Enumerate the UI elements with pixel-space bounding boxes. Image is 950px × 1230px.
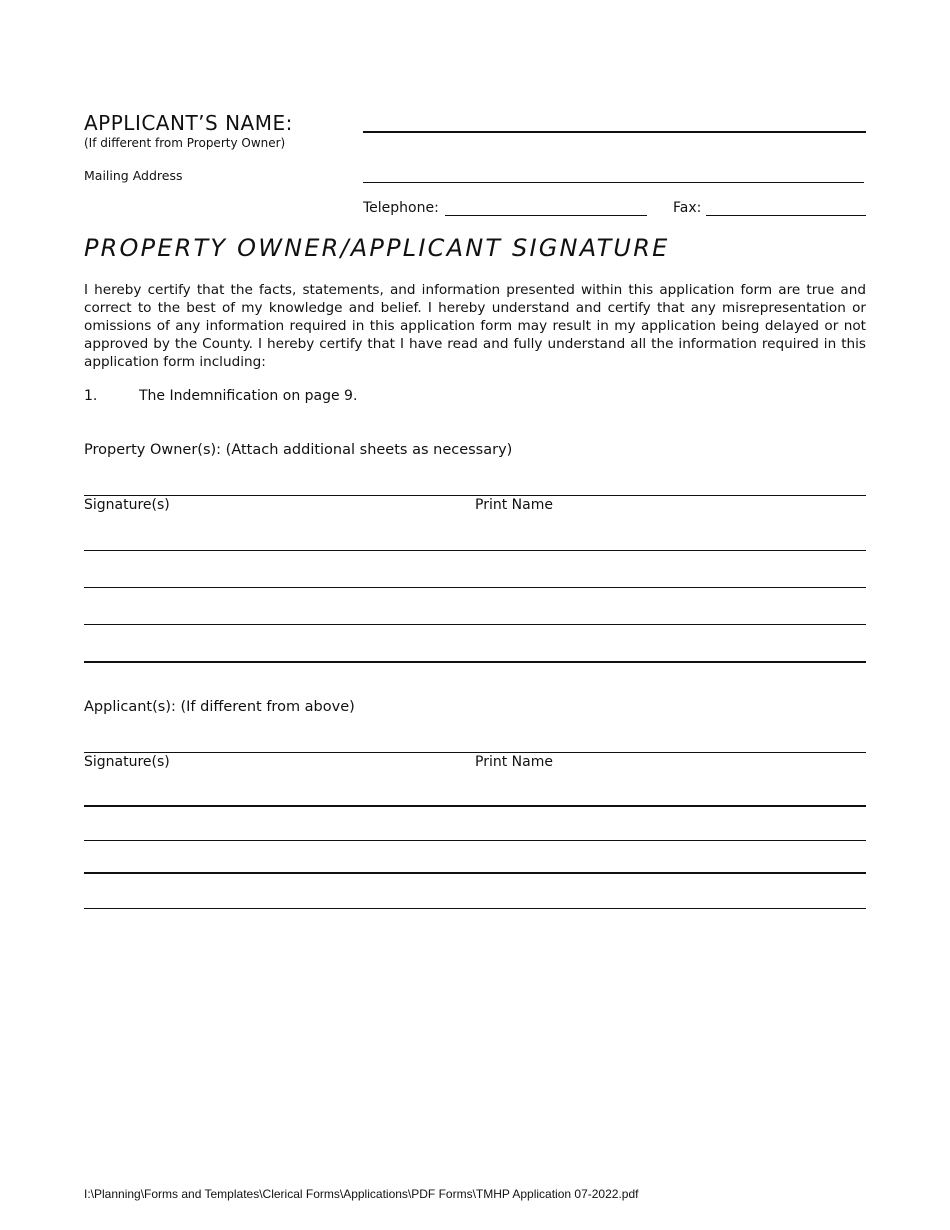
fax-label: Fax: <box>673 200 702 216</box>
owner-signature-line-5[interactable] <box>84 661 866 663</box>
list-item-text: The Indemnification on page 9. <box>139 388 358 404</box>
applicant-name-sublabel: (If different from Property Owner) <box>84 136 286 150</box>
owner-print-name-column-label: Print Name <box>475 497 553 513</box>
footer-file-path: I:\Planning\Forms and Templates\Clerical Forms\Applications\PDF Forms\TMHP Application 07-2022.pdf <box>84 1187 639 1201</box>
property-owners-label: Property Owner(s): (Attach additional sheets as necessary) <box>84 442 513 458</box>
telephone-field[interactable] <box>445 215 647 216</box>
certification-paragraph: I hereby certify that the facts, statements, and information presented within this application form are true and correct to the best of my knowledge and belief. I hereby understand and certify that any misrepresentation or omissions of any information required in this application form may result in my application being delayed or not approved by the County. I hereby certify that I have read and fully understand all the information required in this application form including: <box>84 282 866 370</box>
applicant-signature-line-1[interactable] <box>84 752 866 753</box>
owner-signature-line-3[interactable] <box>84 587 866 588</box>
list-item-number: 1. <box>84 388 98 404</box>
applicant-name-field[interactable] <box>363 131 866 133</box>
owner-signature-line-4[interactable] <box>84 624 866 625</box>
applicant-signature-column-label: Signature(s) <box>84 754 170 770</box>
fax-field[interactable] <box>706 215 866 216</box>
section-title: PROPERTY OWNER/APPLICANT SIGNATURE <box>84 234 670 262</box>
applicant-signature-line-3[interactable] <box>84 840 866 841</box>
applicant-print-name-column-label: Print Name <box>475 754 553 770</box>
applicant-signature-line-4[interactable] <box>84 872 866 874</box>
applicant-name-label: APPLICANT’S NAME: <box>84 111 293 135</box>
owner-signature-line-1[interactable] <box>84 495 866 496</box>
applicants-label: Applicant(s): (If different from above) <box>84 699 355 715</box>
telephone-label: Telephone: <box>363 200 439 216</box>
applicant-signature-line-2[interactable] <box>84 805 866 807</box>
mailing-address-field[interactable] <box>363 182 864 183</box>
applicant-signature-line-5[interactable] <box>84 908 866 909</box>
mailing-address-label: Mailing Address <box>84 168 183 183</box>
owner-signature-line-2[interactable] <box>84 550 866 551</box>
owner-signature-column-label: Signature(s) <box>84 497 170 513</box>
